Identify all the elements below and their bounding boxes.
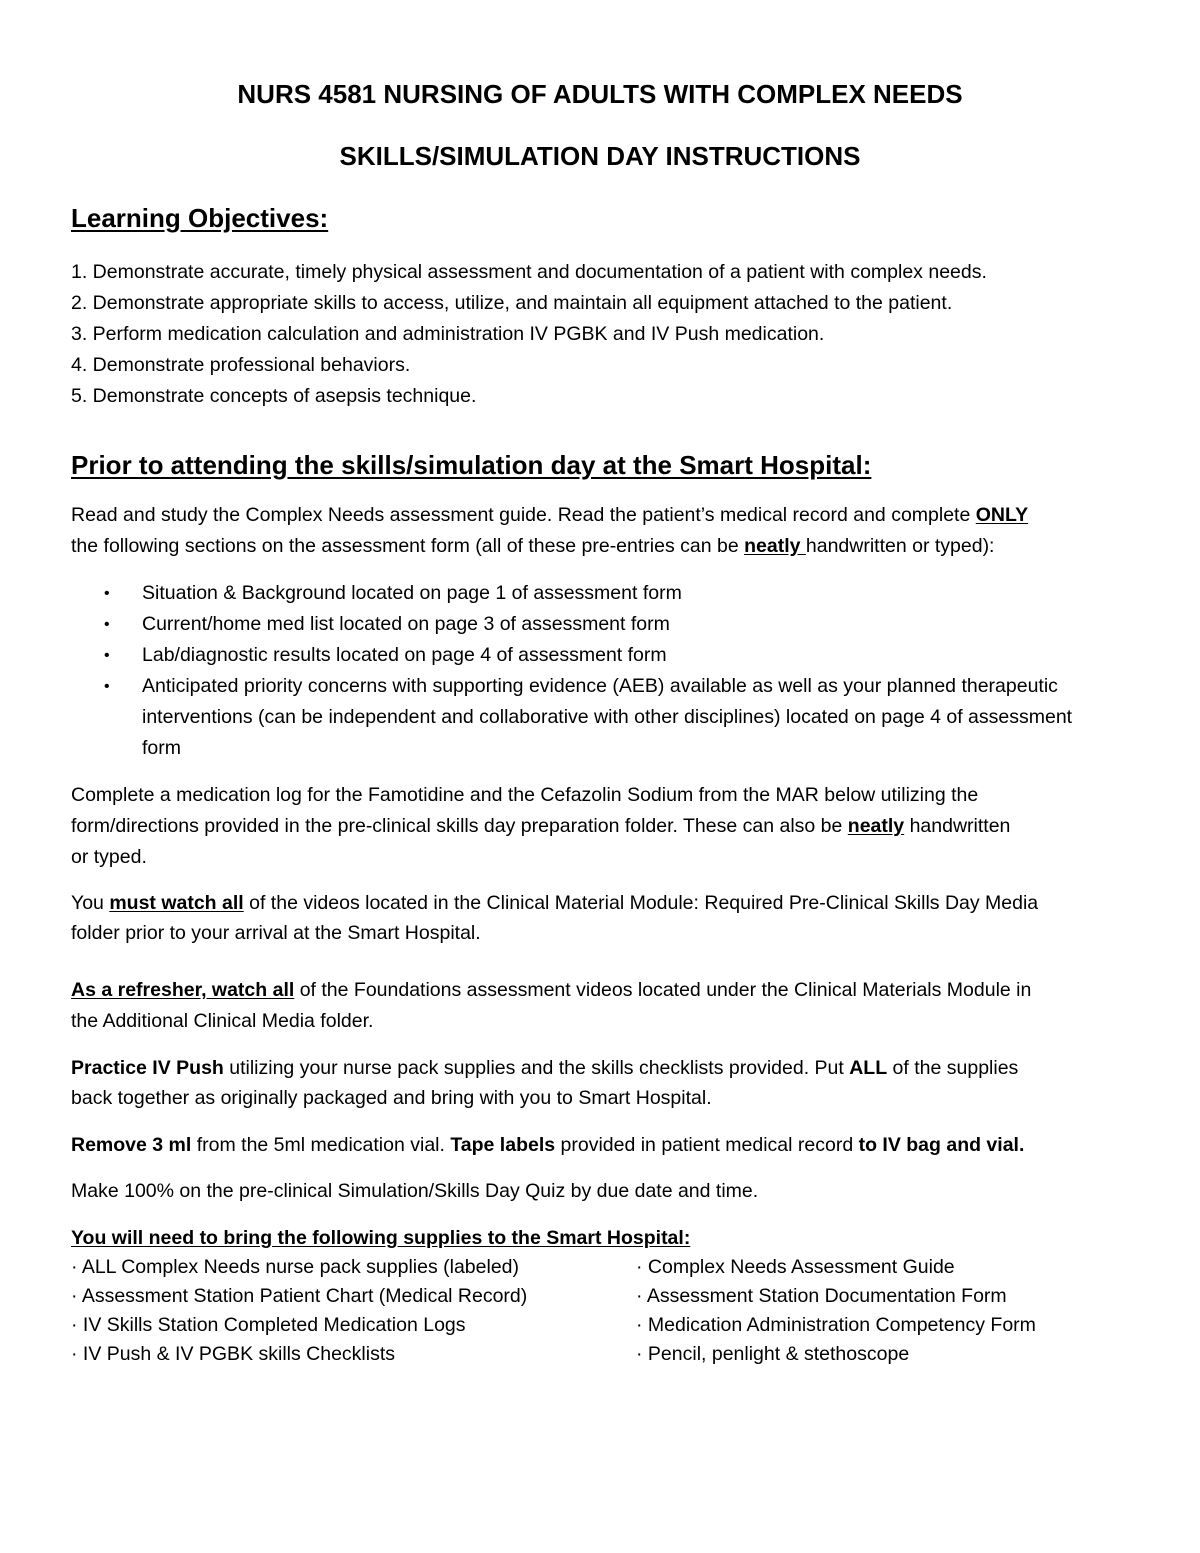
paragraph-watch-videos-cont: folder prior to your arrival at the Smart Hospital. bbox=[71, 922, 481, 944]
supply-item: · Medication Administration Competency Form bbox=[636, 1314, 1036, 1336]
paragraph-medication-log-end: or typed. bbox=[71, 846, 147, 868]
paragraph-medication-log-cont: form/directions provided in the pre-clinical skills day preparation folder. These can also be neatly handwritten bbox=[71, 815, 1011, 837]
supplies-heading: You will need to bring the following supplies to the Smart Hospital: bbox=[71, 1227, 691, 1249]
supply-item: · IV Skills Station Completed Medication Logs bbox=[71, 1314, 466, 1336]
emphasis-refresher: As a refresher, watch all bbox=[71, 979, 295, 1001]
emphasis-to-iv-bag: to IV bag and vial. bbox=[858, 1134, 1025, 1156]
objective-item: 2. Demonstrate appropriate skills to access, utilize, and maintain all equipment attached to the patient. bbox=[71, 292, 953, 314]
objective-item: 4. Demonstrate professional behaviors. bbox=[71, 354, 411, 376]
paragraph-refresher: As a refresher, watch all of the Foundations assessment videos located under the Clinical Materials Module in bbox=[71, 979, 1032, 1001]
emphasis-practice-iv-push: Practice IV Push bbox=[71, 1057, 224, 1079]
emphasis-neatly: neatly bbox=[847, 815, 905, 837]
prior-heading: Prior to attending the skills/simulation day at the Smart Hospital: bbox=[71, 450, 872, 480]
paragraph-refresher-cont: the Additional Clinical Media folder. bbox=[71, 1010, 374, 1032]
supply-item: · IV Push & IV PGBK skills Checklists bbox=[71, 1343, 396, 1365]
paragraph-practice: Practice IV Push utilizing your nurse pack supplies and the skills checklists provided. Put ALL of the supplies bbox=[71, 1057, 1019, 1079]
bullet-icon: • bbox=[104, 616, 110, 633]
bullet-item: • Current/home med list located on page 3 of assessment form bbox=[104, 609, 1154, 640]
emphasis-neatly: neatly bbox=[744, 535, 806, 557]
supply-item: · ALL Complex Needs nurse pack supplies (labeled) bbox=[71, 1256, 520, 1278]
emphasis-tape-labels: Tape labels bbox=[450, 1134, 556, 1156]
supply-item: · Assessment Station Documentation Form bbox=[636, 1285, 1007, 1307]
emphasis-all: ALL bbox=[849, 1057, 888, 1079]
emphasis-must-watch-all: must watch all bbox=[109, 892, 244, 914]
supply-item: · Pencil, penlight & stethoscope bbox=[636, 1343, 910, 1365]
learning-objectives-heading: Learning Objectives: bbox=[71, 203, 329, 233]
paragraph-read-study: Read and study the Complex Needs assessment guide. Read the patient’s medical record and complete ONLY bbox=[71, 504, 1029, 526]
paragraph-quiz: Make 100% on the pre-clinical Simulation/Skills Day Quiz by due date and time. bbox=[71, 1180, 759, 1202]
supply-item: · Complex Needs Assessment Guide bbox=[636, 1256, 955, 1278]
emphasis-only: ONLY bbox=[975, 504, 1029, 526]
bullet-item: • Lab/diagnostic results located on page 4 of assessment form bbox=[104, 640, 1154, 671]
paragraph-remove: Remove 3 ml from the 5ml medication vial. Tape labels provided in patient medical record to IV bag and vial. bbox=[71, 1134, 1025, 1156]
objective-item: 3. Perform medication calculation and administration IV PGBK and IV Push medication. bbox=[71, 323, 825, 345]
bullet-icon: • bbox=[104, 678, 110, 695]
bullet-item: • Anticipated priority concerns with supporting evidence (AEB) available as well as your planned therapeutic interventions (can be independent and collaborative with other disciplines) located on page 4 of assessment form bbox=[104, 671, 1154, 764]
bullet-item: • Situation & Background located on page 1 of assessment form bbox=[104, 578, 1154, 609]
paragraph-read-study-cont: the following sections on the assessment form (all of these pre-entries can be neatly handwritten or typed): bbox=[71, 535, 995, 557]
objective-item: 1. Demonstrate accurate, timely physical assessment and documentation of a patient with complex needs. bbox=[71, 261, 987, 283]
objective-item: 5. Demonstrate concepts of asepsis technique. bbox=[71, 385, 477, 407]
document-subtitle: SKILLS/SIMULATION DAY INSTRUCTIONS bbox=[339, 141, 861, 171]
supply-item: · Assessment Station Patient Chart (Medical Record) bbox=[71, 1285, 528, 1307]
document-title: NURS 4581 NURSING OF ADULTS WITH COMPLEX NEEDS bbox=[237, 79, 963, 109]
bullet-icon: • bbox=[104, 585, 110, 602]
paragraph-practice-cont: back together as originally packaged and bring with you to Smart Hospital. bbox=[71, 1087, 712, 1109]
emphasis-remove: Remove 3 ml bbox=[71, 1134, 192, 1156]
bullet-icon: • bbox=[104, 647, 110, 664]
paragraph-medication-log: Complete a medication log for the Famotidine and the Cefazolin Sodium from the MAR below utilizing the bbox=[71, 784, 979, 806]
paragraph-watch-videos: You must watch all of the videos located in the Clinical Material Module: Required Pre-Clinical Skills Day Media bbox=[71, 892, 1039, 914]
